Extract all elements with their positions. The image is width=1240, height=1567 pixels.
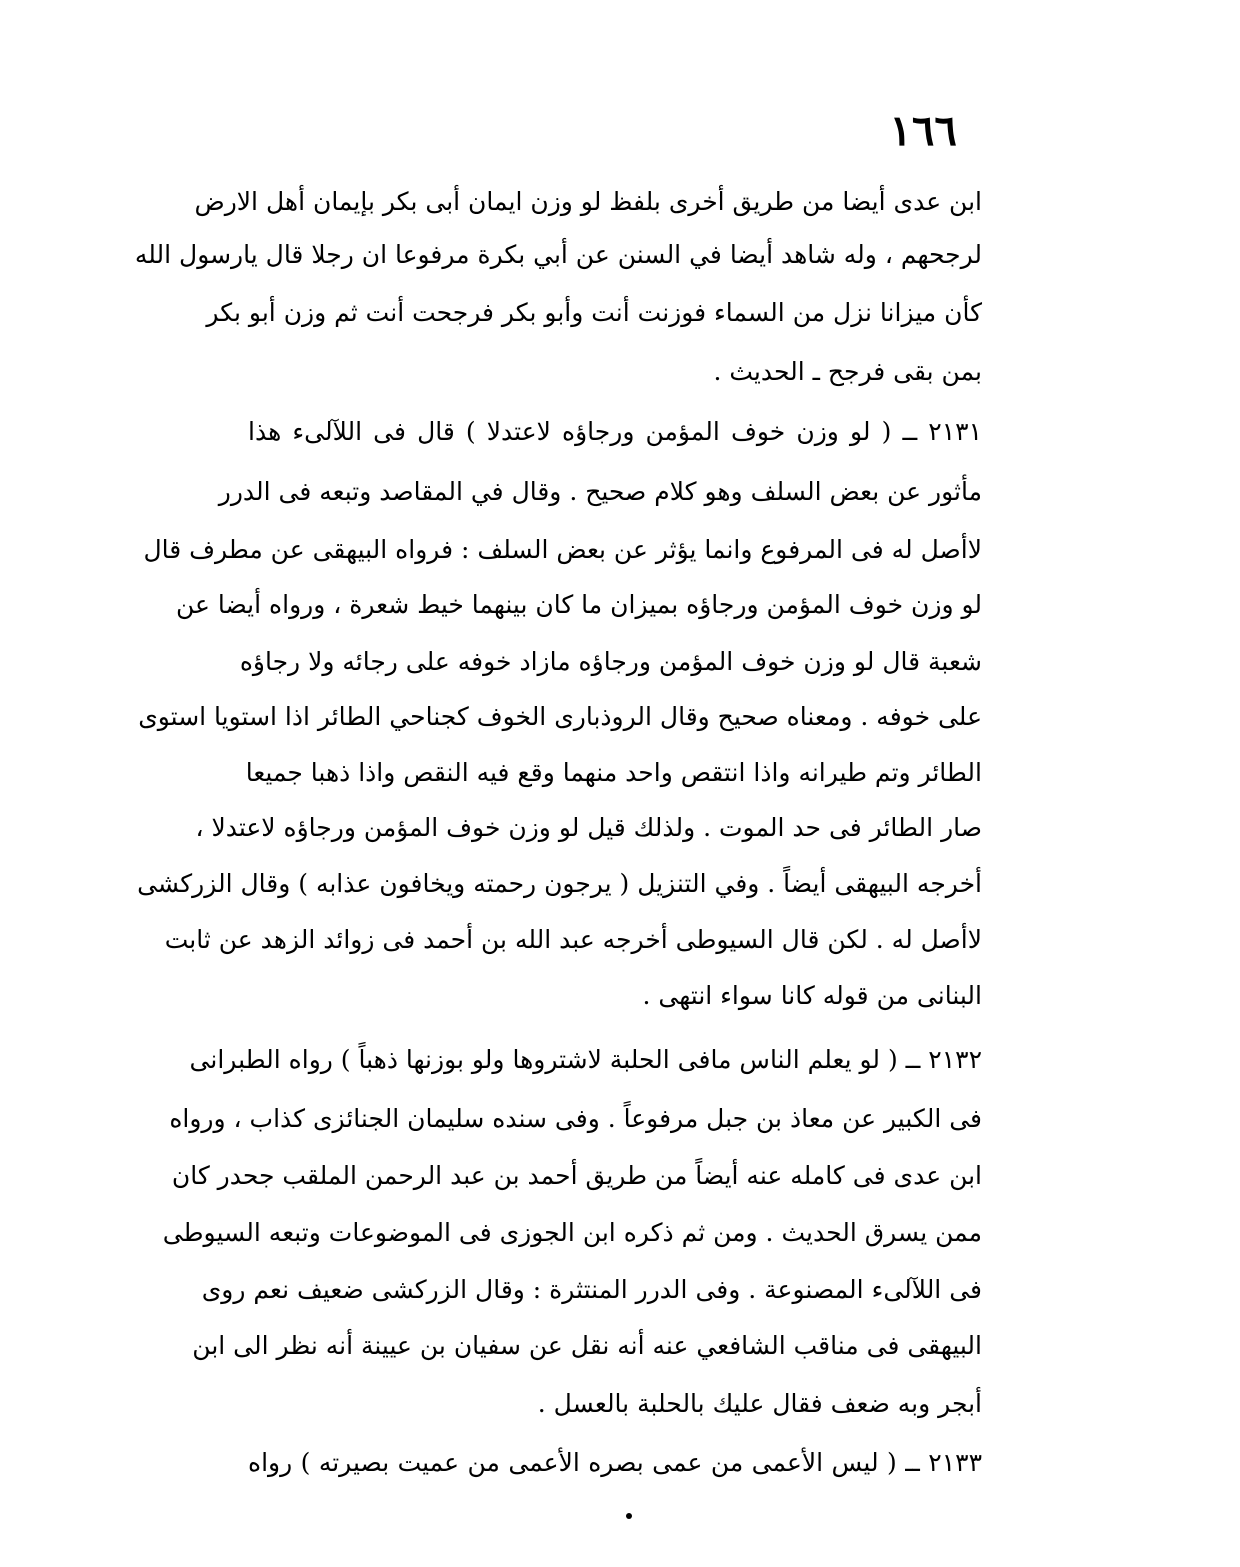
text-line: فى الكبير عن معاذ بن جبل مرفوعاً . وفى سنده سليمان الجنائزى كذاب ، ورواه — [169, 1104, 982, 1133]
text-line: ممن يسرق الحديث . ومن ثم ذكره ابن الجوزى فى الموضوعات وتبعه السيوطى — [162, 1218, 982, 1247]
text-line: لو وزن خوف المؤمن ورجاؤه بميزان ما كان بينهما خيط شعرة ، ورواه أيضا عن — [175, 590, 982, 619]
text-line: ابن عدى أيضا من طريق أخرى بلفظ لو وزن ايمان أبى بكر بإيمان أهل الارض — [194, 187, 982, 216]
text-line: أبجر وبه ضعف فقال عليك بالحلبة بالعسل . — [537, 1389, 982, 1418]
text-line: ابن عدى فى كامله عنه أيضاً من طريق أحمد بن عبد الرحمن الملقب جحدر كان — [171, 1161, 982, 1190]
text-line: البنانى من قوله كانا سواء انتهى . — [642, 981, 982, 1010]
text-line: على خوفه . ومعناه صحيح وقال الروذبارى الخوف كجناحي الطائر اذا استويا استوى — [138, 702, 982, 731]
text-line: لاأصل له فى المرفوع وانما يؤثر عن بعض السلف : فرواه البيهقى عن مطرف قال — [143, 535, 982, 564]
text-line: مأثور عن بعض السلف وهو كلام صحيح . وقال في المقاصد وتبعه فى الدرر — [218, 477, 982, 506]
entry-2133-heading: ٢١٣٣ ــ ( ليس الأعمى من عمى بصره الأعمى من عميت بصيرته ) رواه — [248, 1448, 982, 1477]
text-line: صار الطائر فى حد الموت . ولذلك قيل لو وزن خوف المؤمن ورجاؤه لاعتدلا ، — [195, 813, 982, 842]
text-line: لرجحهم ، وله شاهد أيضا في السنن عن أبي بكرة مرفوعا ان رجلا قال يارسول الله — [134, 240, 982, 269]
entry-2132-heading: ٢١٣٢ ــ ( لو يعلم الناس مافى الحلبة لاشتروها ولو بوزنها ذهباً ) رواه الطبرانى — [189, 1045, 982, 1074]
text-line: شعبة قال لو وزن خوف المؤمن ورجاؤه مازاد خوفه على رجائه ولا رجاؤه — [239, 647, 982, 676]
text-line: أخرجه البيهقى أيضاً . وفي التنزيل ( يرجون رحمته ويخافون عذابه ) وقال الزركشى — [137, 869, 982, 898]
text-line: فى اللآلىء المصنوعة . وفى الدرر المنتثرة : وقال الزركشى ضعيف نعم روى — [201, 1275, 982, 1304]
text-line: الطائر وتم طيرانه واذا انتقص واحد منهما وقع فيه النقص واذا ذهبا جميعا — [245, 758, 982, 787]
text-line: لاأصل له . لكن قال السيوطى أخرجه عبد الله بن أحمد فى زوائد الزهد عن ثابت — [164, 925, 982, 954]
text-line: البيهقى فى مناقب الشافعي عنه أنه نقل عن سفيان بن عيينة أنه نظر الى ابن — [192, 1331, 982, 1360]
page-mark — [626, 1513, 632, 1519]
text-line: كأن ميزانا نزل من السماء فوزنت أنت وأبو بكر فرجحت أنت ثم وزن أبو بكر — [206, 298, 982, 327]
page-number: ١٦٦ — [889, 106, 957, 155]
text-line: بمن بقى فرجح ـ الحديث . — [713, 357, 982, 386]
entry-2131-heading: ٢١٣١ ــ ( لو وزن خوف المؤمن ورجاؤه لاعتدلا ) قال فى اللآلىء هذا — [248, 417, 982, 446]
